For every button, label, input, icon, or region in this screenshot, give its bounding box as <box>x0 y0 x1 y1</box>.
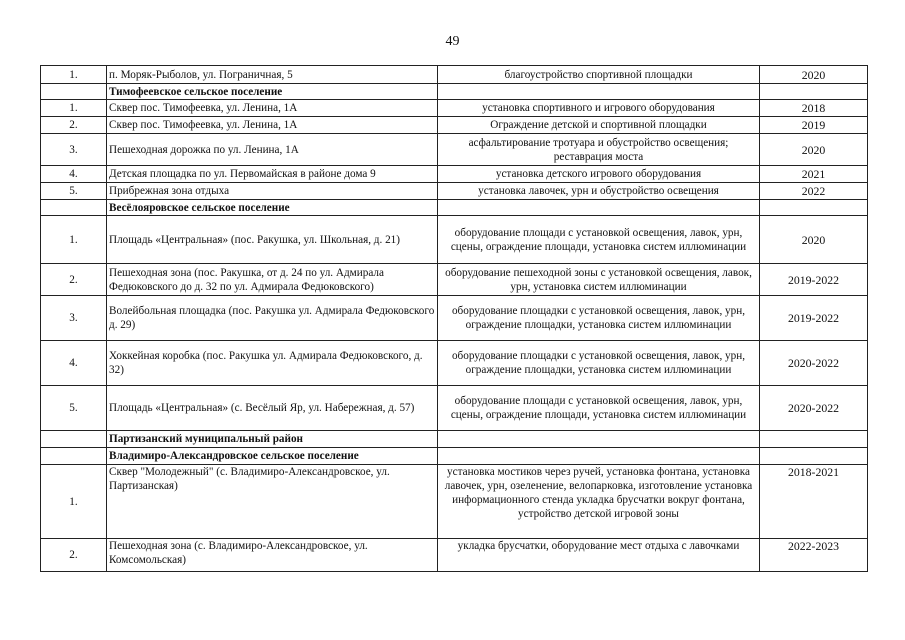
row-address: Хоккейная коробка (пос. Ракушка ул. Адмирала Федюковского, д. 32) <box>107 341 438 386</box>
row-years: 2021 <box>760 166 868 183</box>
row-work: установка мостиков через ручей, установка фонтана, установка лавочек, урн, озеленение, велопарковка, изготовление установка информационного стенда укладка брусчатки вокруг фонтана, устройство детской игровой зоны <box>438 465 760 539</box>
row-years: 2019-2022 <box>760 296 868 341</box>
row-years: 2019-2022 <box>760 264 868 296</box>
table-row <box>41 539 868 572</box>
page-number: 49 <box>445 34 460 49</box>
row-work: установка детского игрового оборудования <box>438 166 760 183</box>
row-number: 2. <box>41 117 107 134</box>
row-address: Площадь «Центральная» (с. Весёлый Яр, ул. Набережная, д. 57) <box>107 386 438 431</box>
row-years: 2018-2021 <box>760 465 868 539</box>
section-title: Партизанский муниципальный район <box>107 431 438 448</box>
row-years: 2020-2022 <box>760 341 868 386</box>
row-work: установка лавочек, урн и обустройство освещения <box>438 183 760 200</box>
row-years: 2022-2023 <box>760 539 868 572</box>
table-row <box>41 134 868 166</box>
row-address: Пешеходная зона (пос. Ракушка, от д. 24 по ул. Адмирала Федюковского до д. 32 по ул. Адмирала Федюковского) <box>107 264 438 296</box>
table-row <box>41 100 868 117</box>
section-title: Весёлояровское сельское поселение <box>107 200 438 216</box>
section-row <box>41 431 868 448</box>
table-row <box>41 117 868 134</box>
improvement-table <box>40 65 868 572</box>
section-row <box>41 200 868 216</box>
row-number: 3. <box>41 296 107 341</box>
row-work: асфальтирование тротуара и обустройство освещения; реставрация моста <box>438 134 760 166</box>
row-work: установка спортивного и игрового оборудования <box>438 100 760 117</box>
table-row <box>41 264 868 296</box>
row-number: 2. <box>41 264 107 296</box>
table-row <box>41 66 868 84</box>
row-address: Площадь «Центральная» (пос. Ракушка, ул. Школьная, д. 21) <box>107 216 438 264</box>
row-address: Сквер пос. Тимофеевка, ул. Ленина, 1А <box>107 117 438 134</box>
table-row <box>41 386 868 431</box>
row-years: 2020 <box>760 66 868 84</box>
row-number: 1. <box>41 465 107 539</box>
row-address: Пешеходная зона (с. Владимиро-Александровское, ул. Комсомольская) <box>107 539 438 572</box>
row-address: Волейбольная площадка (пос. Ракушка ул. Адмирала Федюковского д. 29) <box>107 296 438 341</box>
row-address: Прибрежная зона отдыха <box>107 183 438 200</box>
row-work: оборудование площадки с установкой освещения, лавок, урн, ограждение площадки, установка систем иллюминации <box>438 341 760 386</box>
row-years: 2020-2022 <box>760 386 868 431</box>
row-address: п. Моряк-Рыболов, ул. Пограничная, 5 <box>107 66 438 84</box>
row-work: оборудование площади с установкой освещения, лавок, урн, сцены, ограждение площади, установка систем иллюминации <box>438 386 760 431</box>
row-years: 2019 <box>760 117 868 134</box>
row-work: укладка брусчатки, оборудование мест отдыха с лавочками <box>438 539 760 572</box>
row-years: 2020 <box>760 134 868 166</box>
row-number: 2. <box>41 539 107 572</box>
row-years: 2018 <box>760 100 868 117</box>
row-work: Ограждение детской и спортивной площадки <box>438 117 760 134</box>
row-number: 4. <box>41 341 107 386</box>
row-number: 5. <box>41 386 107 431</box>
section-row <box>41 448 868 465</box>
row-work: оборудование площадки с установкой освещения, лавок, урн, ограждение площадки, установка систем иллюминации <box>438 296 760 341</box>
table-row <box>41 166 868 183</box>
table-row <box>41 216 868 264</box>
row-work: оборудование пешеходной зоны с установкой освещения, лавок, урн, установка систем иллюминации <box>438 264 760 296</box>
row-address: Сквер "Молодежный" (с. Владимиро-Александровское, ул. Партизанская) <box>107 465 438 539</box>
row-years: 2020 <box>760 216 868 264</box>
row-number: 1. <box>41 216 107 264</box>
row-work: оборудование площади с установкой освещения, лавок, урн, сцены, ограждение площади, установка систем иллюминации <box>438 216 760 264</box>
section-title: Тимофеевское сельское поселение <box>107 84 438 100</box>
row-address: Пешеходная дорожка по ул. Ленина, 1А <box>107 134 438 166</box>
row-number: 1. <box>41 66 107 84</box>
row-address: Детская площадка по ул. Первомайская в районе дома 9 <box>107 166 438 183</box>
section-title: Владимиро-Александровское сельское поселение <box>107 448 438 465</box>
row-number: 4. <box>41 166 107 183</box>
row-work: благоустройство спортивной площадки <box>438 66 760 84</box>
section-row <box>41 84 868 100</box>
row-number: 5. <box>41 183 107 200</box>
row-address: Сквер пос. Тимофеевка, ул. Ленина, 1А <box>107 100 438 117</box>
table-row <box>41 296 868 341</box>
row-number: 3. <box>41 134 107 166</box>
table-row <box>41 183 868 200</box>
table-row <box>41 465 868 539</box>
table-row <box>41 341 868 386</box>
row-years: 2022 <box>760 183 868 200</box>
row-number: 1. <box>41 100 107 117</box>
